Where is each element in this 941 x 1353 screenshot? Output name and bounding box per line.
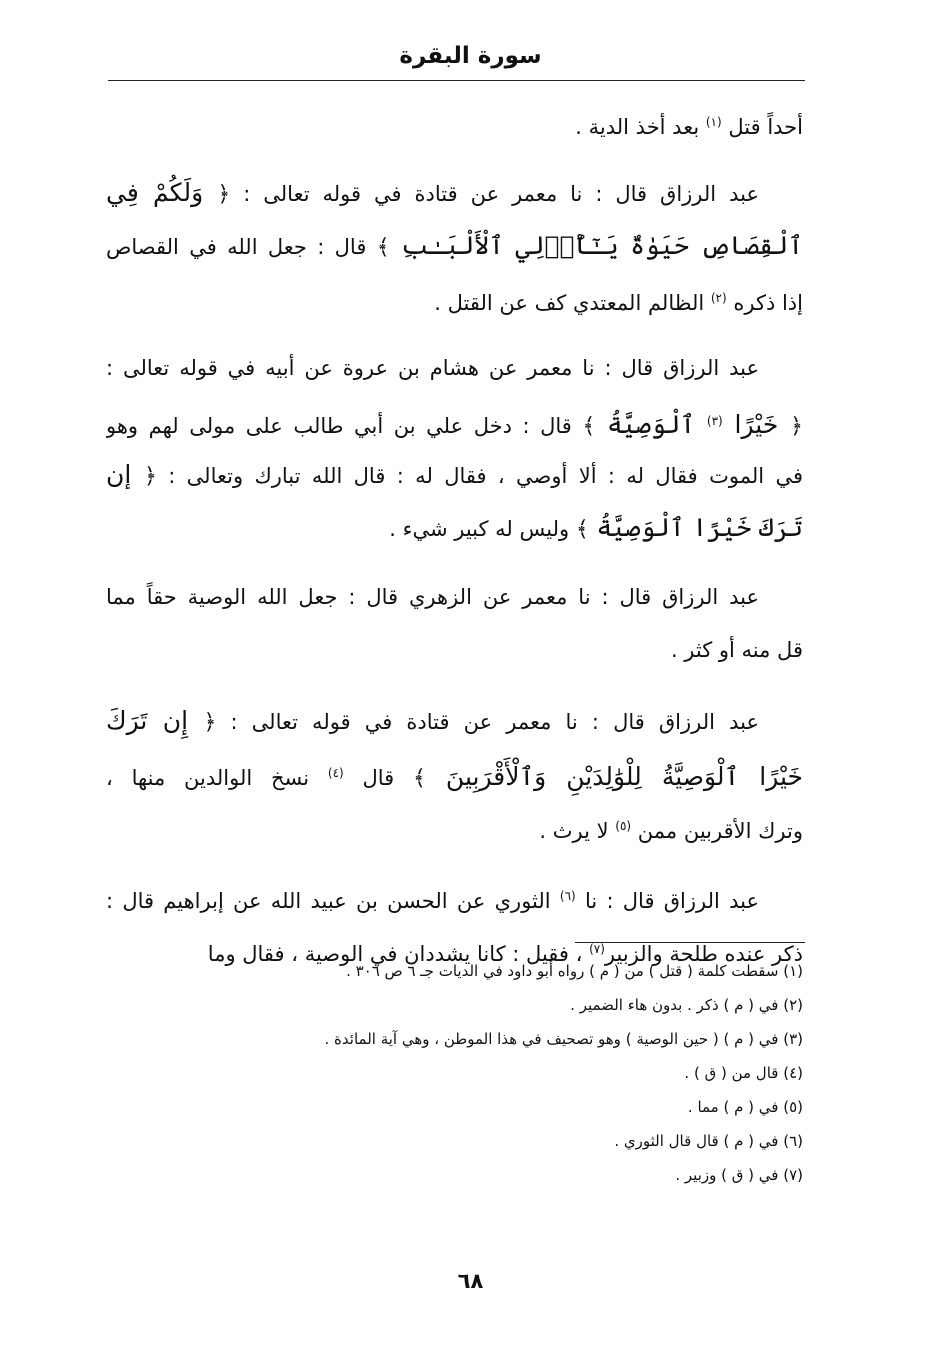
quran-text: خَيْرًا ٱلْوَصِيَّةُ لِلْوَٰلِدَيْنِ وَٱلْأَقْرَبِينَ	[425, 762, 803, 791]
footnote: (٦) في ( م ) قال قال الثوري .	[614, 1132, 803, 1150]
ornate-bracket: ﴾	[376, 235, 390, 260]
text-run: قل منه أو كثر .	[670, 638, 803, 662]
paragraph	[106, 342, 803, 554]
page-number: ٦٨	[457, 1269, 484, 1293]
text-line	[106, 800, 803, 853]
footnote-ref: (٧)	[589, 942, 605, 956]
text-line	[106, 501, 803, 554]
text-line	[106, 624, 803, 677]
footnote: (٢) في ( م ) ذكر . بدون هاء الضمير .	[570, 996, 803, 1014]
text-run: إذا ذكره	[726, 291, 803, 315]
text-line	[106, 870, 803, 923]
text-run: لا يرث .	[539, 819, 616, 843]
text-line	[106, 747, 803, 800]
footnotes	[106, 954, 803, 1192]
quran-text: ٱلْقِصَاصِ حَيَوٰةٌ يَـٰٓأُو۟لِي ٱلْأَلْبَـٰبِ	[389, 231, 803, 260]
text-run: قال	[343, 766, 413, 790]
text-run: ، فقيل : كانا يشددان في الوصية ، فقال وما	[207, 942, 590, 966]
text-run: قال : دخل علي بن أبي طالب على مولى لهم وهو	[106, 414, 583, 438]
footnote-ref: (١)	[705, 115, 722, 129]
text-run: عبد الرزاق قال : نا معمر عن هشام بن عروة عن أبيه في قوله تعالى :	[106, 356, 759, 380]
footnote-ref: (٣)	[706, 414, 723, 428]
header-rule	[108, 80, 805, 81]
footnote-ref: (٢)	[710, 291, 727, 305]
quran-text: إن	[106, 460, 144, 489]
footnote-ref: (٦)	[559, 889, 576, 903]
text-line	[106, 571, 803, 624]
quran-text: ٱلْوَصِيَّةُ	[595, 410, 707, 439]
text-run: بعد أخذ الدية .	[575, 115, 706, 139]
footnote: (٧) في ( ق ) وزبير .	[675, 1166, 803, 1184]
text-line	[106, 219, 803, 272]
quran-text: إِن تَرَكَ	[106, 706, 204, 735]
text-run: الثوري عن الحسن بن عبيد الله عن إبراهيم قال :	[106, 889, 560, 913]
footnote-separator	[575, 942, 805, 943]
ornate-bracket: ﴿	[790, 414, 803, 439]
ornate-bracket: ﴿	[143, 464, 157, 489]
text-run: ذكر عنده طلحة والزبير	[604, 942, 803, 966]
main-text	[106, 96, 803, 993]
paragraph	[106, 694, 803, 853]
text-line	[106, 694, 803, 747]
text-run: في الموت فقال له : ألا أوصي ، فقال له : قال الله تبارك وتعالى :	[156, 464, 803, 488]
footnote-ref: (٥)	[615, 819, 632, 833]
text-run: الظالم المعتدي كف عن القتل .	[434, 291, 711, 315]
text-run: عبد الرزاق قال : نا معمر عن قتادة في قوله تعالى :	[216, 710, 759, 734]
ornate-bracket: ﴾	[412, 766, 426, 791]
footnote: (١) سقطت كلمة ( قتل ) من ( م ) رواه أبو داود في الديات جـ ٦ ص ٣٠٦ .	[346, 962, 803, 980]
paragraph	[106, 571, 803, 677]
paragraph	[106, 166, 803, 325]
ornate-bracket: ﴿	[217, 182, 231, 207]
quran-text: وَلَكُمْ فِي	[106, 178, 218, 207]
paragraph	[106, 96, 803, 149]
text-run: وليس له كبير شيء .	[389, 517, 576, 541]
footnote: (٣) في ( م ) ( حين الوصية ) وهو تصحيف في هذا الموطن ، وهي آية المائدة .	[324, 1030, 803, 1048]
quran-text: خَيْرًا	[722, 410, 791, 439]
text-run: عبد الرزاق قال : نا معمر عن الزهري قال : جعل الله الوصية حقاً مما	[106, 585, 759, 609]
text-line	[106, 96, 803, 149]
quran-text: تَرَكَ خَيْرًا ٱلْوَصِيَّةُ	[588, 513, 803, 542]
text-line	[106, 395, 803, 448]
text-run: عبد الرزاق قال : نا معمر عن قتادة في قوله تعالى :	[230, 182, 759, 206]
text-line	[106, 342, 803, 395]
text-run: أحداً قتل	[721, 115, 803, 139]
footnote-ref: (٤)	[327, 766, 344, 780]
ornate-bracket: ﴾	[582, 414, 596, 439]
text-run: وترك الأقربين ممن	[631, 819, 803, 843]
ornate-bracket: ﴿	[203, 710, 217, 735]
footnote: (٥) في ( م ) مما .	[687, 1098, 803, 1116]
text-run: نسخ الوالدين منها ،	[106, 766, 328, 790]
ornate-bracket: ﴾	[575, 517, 589, 542]
text-line	[106, 448, 803, 501]
footnote: (٤) قال من ( ق ) .	[684, 1064, 803, 1082]
text-line	[106, 166, 803, 219]
running-header: سورة البقرة	[399, 43, 542, 69]
text-line	[106, 272, 803, 325]
text-run: قال : جعل الله في القصاص	[106, 235, 367, 259]
text-run: عبد الرزاق قال : نا	[575, 889, 759, 913]
